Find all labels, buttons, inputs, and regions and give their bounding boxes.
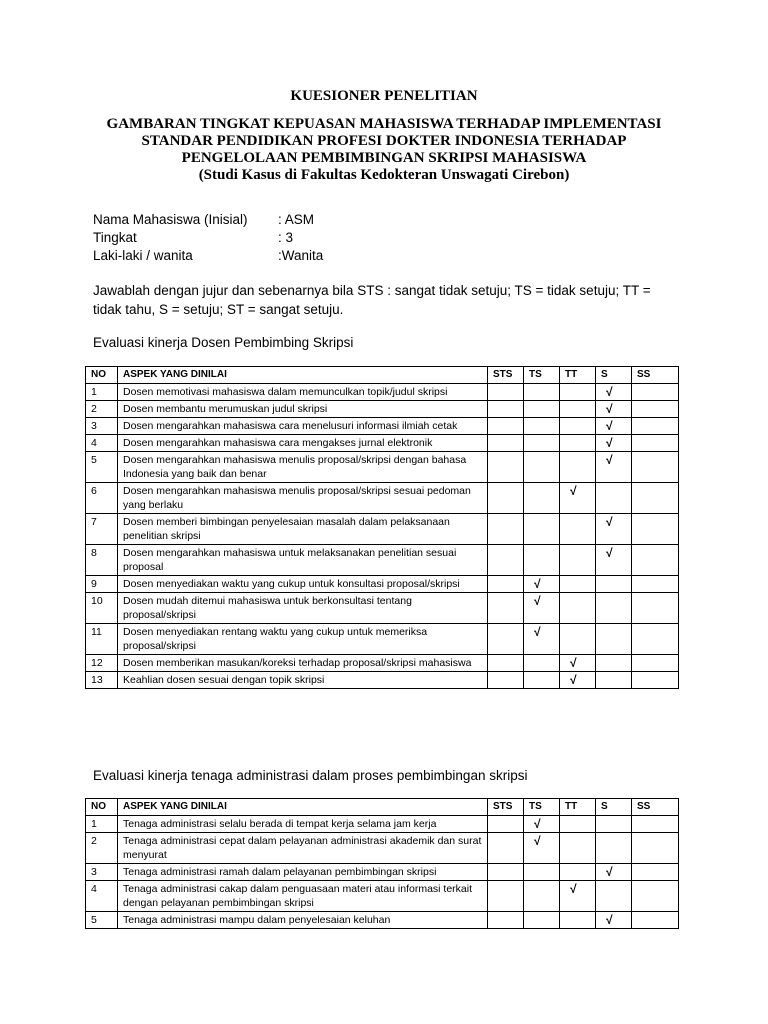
rating-cell-ts[interactable] [524,672,560,689]
respondent-label: Tingkat [93,230,137,245]
rating-cell-ss[interactable] [632,483,679,514]
row-number: 2 [86,833,118,864]
rating-cell-s[interactable] [596,514,632,545]
aspect-text: Dosen memotivasi mahasiswa dalam memunculkan topik/judul skripsi [118,384,488,401]
rating-cell-sts[interactable] [488,833,524,864]
table-row [86,833,679,864]
admin-evaluation-table [85,798,679,929]
check-mark-icon: √ [534,625,541,639]
research-title-line: (Studi Kasus di Fakultas Kedokteran Unswagati Cirebon) [198,167,570,183]
rating-cell-sts[interactable] [488,912,524,929]
rating-cell-s[interactable] [596,435,632,452]
section-title-admin: Evaluasi kinerja tenaga administrasi dalam proses pembimbingan skripsi [93,768,528,783]
aspect-text: Dosen mengarahkan mahasiswa menulis proposal/skripsi dengan bahasa Indonesia yang baik dan benar [118,452,488,483]
rating-cell-s[interactable] [596,816,632,833]
rating-cell-ss[interactable] [632,514,679,545]
rating-cell-tt[interactable] [560,545,596,576]
check-mark-icon: √ [570,484,577,498]
rating-cell-tt[interactable] [560,384,596,401]
row-number: 5 [86,912,118,929]
aspect-text: Dosen mengarahkan mahasiswa cara mengakses jurnal elektronik [118,435,488,452]
column-header-aspek-yang-dinilai: ASPEK YANG DINILAI [118,799,488,816]
rating-cell-sts[interactable] [488,864,524,881]
table-row [86,881,679,912]
check-mark-icon: √ [606,453,613,467]
instruction-line: tidak tahu, S = setuju; ST = sangat setuju. [93,302,344,317]
check-mark-icon: √ [534,817,541,831]
rating-cell-tt[interactable] [560,672,596,689]
rating-cell-s[interactable] [596,384,632,401]
aspect-text: Tenaga administrasi cepat dalam pelayanan administrasi akademik dan surat menyurat [118,833,488,864]
table-row [86,435,679,452]
table-row [86,655,679,672]
aspect-text: Keahlian dosen sesuai dengan topik skripsi [118,672,488,689]
aspect-text: Dosen memberi bimbingan penyelesaian masalah dalam pelaksanaan penelitian skripsi [118,514,488,545]
column-header-no: NO [86,799,118,816]
row-number: 7 [86,514,118,545]
row-number: 12 [86,655,118,672]
column-header-ss: SS [632,367,679,384]
table-row [86,576,679,593]
rating-cell-ts[interactable] [524,545,560,576]
row-number: 8 [86,545,118,576]
rating-cell-sts[interactable] [488,514,524,545]
rating-cell-sts[interactable] [488,435,524,452]
aspect-text: Tenaga administrasi selalu berada di tempat kerja selama jam kerja [118,816,488,833]
column-header-tt: TT [560,799,596,816]
rating-cell-ts[interactable] [524,816,560,833]
aspect-text: Dosen memberikan masukan/koreksi terhadap proposal/skripsi mahasiswa [118,655,488,672]
table-row [86,401,679,418]
check-mark-icon: √ [606,913,613,927]
check-mark-icon: √ [606,402,613,416]
row-number: 6 [86,483,118,514]
rating-cell-s[interactable] [596,401,632,418]
check-mark-icon: √ [570,656,577,670]
table-row [86,624,679,655]
respondent-value: : 3 [278,230,294,245]
check-mark-icon: √ [534,594,541,608]
rating-cell-ts[interactable] [524,401,560,418]
row-number: 3 [86,418,118,435]
row-number: 10 [86,593,118,624]
respondent-label: Nama Mahasiswa (Inisial) [93,212,248,227]
table-row [86,418,679,435]
rating-cell-sts[interactable] [488,881,524,912]
aspect-text: Dosen mengarahkan mahasiswa menulis proposal/skripsi sesuai pedoman yang berlaku [118,483,488,514]
column-header-no: NO [86,367,118,384]
rating-cell-tt[interactable] [560,418,596,435]
rating-cell-sts[interactable] [488,418,524,435]
row-number: 4 [86,435,118,452]
row-number: 3 [86,864,118,881]
table-row [86,864,679,881]
research-title [0,116,768,184]
rating-cell-ss[interactable] [632,881,679,912]
rating-cell-s[interactable] [596,576,632,593]
rating-cell-s[interactable] [596,418,632,435]
rating-cell-ts[interactable] [524,483,560,514]
rating-cell-tt[interactable] [560,452,596,483]
table-row [86,672,679,689]
row-number: 13 [86,672,118,689]
rating-cell-ss[interactable] [632,672,679,689]
rating-cell-tt[interactable] [560,816,596,833]
aspect-text: Dosen mudah ditemui mahasiswa untuk berkonsultasi tentang proposal/skripsi [118,593,488,624]
rating-cell-sts[interactable] [488,483,524,514]
rating-cell-s[interactable] [596,483,632,514]
rating-cell-ts[interactable] [524,514,560,545]
aspect-text: Dosen menyediakan waktu yang cukup untuk konsultasi proposal/skripsi [118,576,488,593]
rating-cell-ts[interactable] [524,452,560,483]
rating-cell-ts[interactable] [524,881,560,912]
rating-cell-ss[interactable] [632,576,679,593]
rating-cell-sts[interactable] [488,816,524,833]
check-mark-icon: √ [606,515,613,529]
aspect-text: Tenaga administrasi mampu dalam penyelesaian keluhan [118,912,488,929]
column-header-s: S [596,367,632,384]
respondent-value: : ASM [278,212,315,227]
column-header-aspek-yang-dinilai: ASPEK YANG DINILAI [118,367,488,384]
check-mark-icon: √ [534,577,541,591]
rating-cell-sts[interactable] [488,384,524,401]
row-number: 2 [86,401,118,418]
aspect-text: Dosen mengarahkan mahasiswa untuk melaksanakan penelitian sesuai proposal [118,545,488,576]
rating-cell-ts[interactable] [524,833,560,864]
check-mark-icon: √ [534,834,541,848]
rating-cell-s[interactable] [596,545,632,576]
rating-cell-ss[interactable] [632,593,679,624]
rating-cell-tt[interactable] [560,514,596,545]
table-row [86,912,679,929]
table-row [86,816,679,833]
rating-cell-ss[interactable] [632,912,679,929]
rating-cell-ts[interactable] [524,912,560,929]
rating-cell-tt[interactable] [560,483,596,514]
check-mark-icon: √ [606,865,613,879]
column-header-sts: STS [488,367,524,384]
rating-cell-ss[interactable] [632,384,679,401]
respondent-info [93,211,493,265]
rating-cell-ss[interactable] [632,624,679,655]
column-header-ts: TS [524,799,560,816]
rating-cell-sts[interactable] [488,401,524,418]
rating-cell-ss[interactable] [632,401,679,418]
rating-cell-sts[interactable] [488,672,524,689]
rating-cell-tt[interactable] [560,864,596,881]
respondent-label: Laki-laki / wanita [93,248,193,263]
section-title-lecturer: Evaluasi kinerja Dosen Pembimbing Skripsi [93,335,354,350]
research-title-line: STANDAR PENDIDIKAN PROFESI DOKTER INDONESIA TERHADAP [141,133,627,149]
rating-cell-tt[interactable] [560,655,596,672]
row-number: 5 [86,452,118,483]
column-header-tt: TT [560,367,596,384]
rating-cell-sts[interactable] [488,655,524,672]
respondent-row-gender [93,247,493,265]
table-header-row [86,799,679,816]
rating-cell-s[interactable] [596,672,632,689]
table-row [86,483,679,514]
column-header-ts: TS [524,367,560,384]
rating-cell-tt[interactable] [560,833,596,864]
check-mark-icon: √ [570,882,577,896]
research-title-line: PENGELOLAAN PEMBIMBINGAN SKRIPSI MAHASISWA [181,150,587,166]
table-row [86,384,679,401]
table-row [86,514,679,545]
aspect-text: Dosen mengarahkan mahasiswa cara menelusuri informasi ilmiah cetak [118,418,488,435]
rating-cell-ts[interactable] [524,384,560,401]
rating-cell-ss[interactable] [632,545,679,576]
rating-cell-ts[interactable] [524,593,560,624]
rating-cell-ts[interactable] [524,624,560,655]
rating-cell-ss[interactable] [632,816,679,833]
rating-cell-s[interactable] [596,864,632,881]
research-title-line: GAMBARAN TINGKAT KEPUASAN MAHASISWA TERHADAP IMPLEMENTASI [106,116,662,132]
row-number: 1 [86,384,118,401]
check-mark-icon: √ [606,419,613,433]
aspect-text: Tenaga administrasi cakap dalam penguasaan materi atau informasi terkait dengan pelayanan pembimbingan skripsi [118,881,488,912]
table-row [86,452,679,483]
lecturer-evaluation-table [85,366,679,689]
rating-cell-tt[interactable] [560,912,596,929]
row-number: 11 [86,624,118,655]
rating-cell-tt[interactable] [560,593,596,624]
check-mark-icon: √ [606,385,613,399]
column-header-ss: SS [632,799,679,816]
aspect-text: Dosen menyediakan rentang waktu yang cukup untuk memeriksa proposal/skripsi [118,624,488,655]
rating-cell-sts[interactable] [488,593,524,624]
rating-cell-s[interactable] [596,655,632,672]
rating-cell-s[interactable] [596,593,632,624]
rating-cell-ts[interactable] [524,418,560,435]
row-number: 9 [86,576,118,593]
row-number: 1 [86,816,118,833]
rating-cell-tt[interactable] [560,435,596,452]
respondent-value: :Wanita [278,248,324,263]
rating-cell-s[interactable] [596,833,632,864]
rating-cell-ss[interactable] [632,435,679,452]
rating-cell-tt[interactable] [560,576,596,593]
aspect-text: Dosen membantu merumuskan judul skripsi [118,401,488,418]
rating-cell-ss[interactable] [632,418,679,435]
rating-cell-ss[interactable] [632,655,679,672]
check-mark-icon: √ [606,436,613,450]
respondent-row-name [93,211,493,229]
document-title: KUESIONER PENELITIAN [290,88,478,104]
rating-cell-ts[interactable] [524,655,560,672]
rating-cell-sts[interactable] [488,452,524,483]
rating-cell-sts[interactable] [488,624,524,655]
table-header-row [86,367,679,384]
table-row [86,545,679,576]
rating-cell-ts[interactable] [524,864,560,881]
aspect-text: Tenaga administrasi ramah dalam pelayanan pembimbingan skripsi [118,864,488,881]
rating-cell-ss[interactable] [632,452,679,483]
instruction-line: Jawablah dengan jujur dan sebenarnya bila STS : sangat tidak setuju; TS = tidak setuju; TT = [93,283,651,298]
check-mark-icon: √ [606,546,613,560]
column-header-s: S [596,799,632,816]
table-row [86,593,679,624]
rating-cell-tt[interactable] [560,624,596,655]
rating-cell-s[interactable] [596,624,632,655]
rating-cell-sts[interactable] [488,576,524,593]
rating-cell-tt[interactable] [560,401,596,418]
rating-cell-ss[interactable] [632,864,679,881]
check-mark-icon: √ [570,673,577,687]
rating-cell-sts[interactable] [488,545,524,576]
rating-cell-ss[interactable] [632,833,679,864]
rating-cell-ts[interactable] [524,435,560,452]
rating-cell-s[interactable] [596,452,632,483]
respondent-row-level [93,229,493,247]
column-header-sts: STS [488,799,524,816]
rating-cell-s[interactable] [596,881,632,912]
instructions [93,281,693,319]
row-number: 4 [86,881,118,912]
rating-cell-tt[interactable] [560,881,596,912]
rating-cell-s[interactable] [596,912,632,929]
rating-cell-ts[interactable] [524,576,560,593]
